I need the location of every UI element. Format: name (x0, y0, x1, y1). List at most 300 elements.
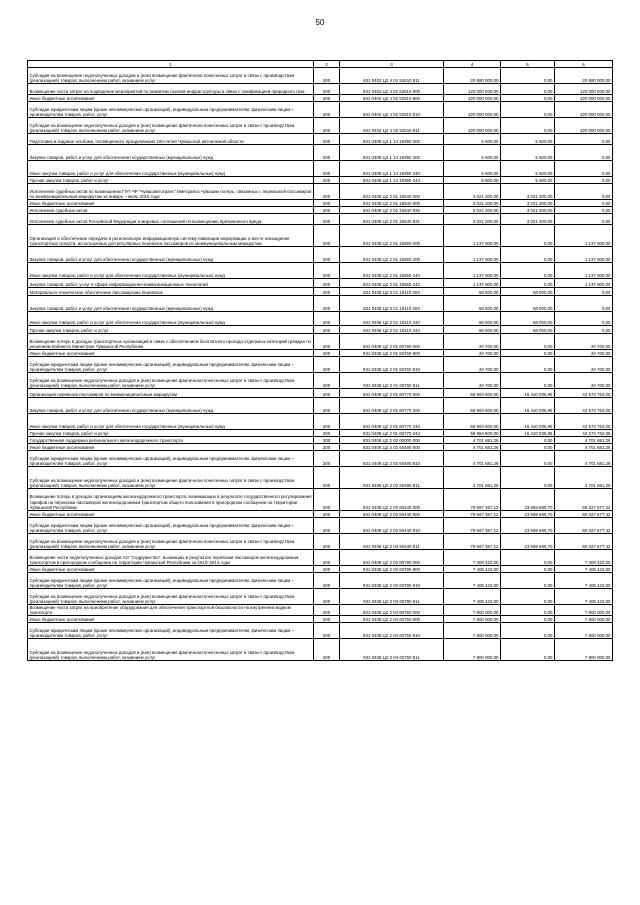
header-cell: 5 (501, 61, 555, 68)
table-row (28, 68, 613, 84)
row-code-cell: 831 0408 Ц2 2 03 60790 811 (340, 589, 444, 605)
row-amount-cell: 68 000,00 (444, 312, 501, 326)
header-cell: 1 (28, 61, 314, 68)
table-row (28, 312, 613, 326)
row-amount-cell: 5 600,00 (444, 161, 501, 177)
row-group-cell: 200 (314, 296, 340, 312)
row-name-cell: Иные бюджетные ассигнования (28, 566, 314, 573)
header-cell: 4 (444, 61, 501, 68)
row-code-cell: 831 0408 Ц2 2 01 60770 244 (340, 430, 444, 437)
row-amount-cell: 79 697 367,12 (444, 518, 501, 534)
table-row (28, 589, 613, 605)
table-row (28, 95, 613, 102)
row-name-cell: Закупка товаров, работ и услуг для обеспечения государственных (муниципальных) нужд (28, 145, 314, 161)
row-code-cell: 831 0408 Ц2 2 01 18110 244 (340, 326, 444, 334)
table-row (28, 263, 613, 279)
row-executed-cell: 0,00 (501, 118, 555, 134)
row-code-cell: 831 0408 Ц2 2 04 60750 000 (340, 605, 444, 616)
row-amount-cell: 4 701 681,26 (444, 444, 501, 451)
row-group-cell: 200 (314, 118, 340, 134)
row-executed-cell: 0,00 (501, 247, 555, 263)
row-remaining-cell: 4 701 681,26 (555, 451, 613, 467)
row-group-cell: 200 (314, 511, 340, 518)
row-code-cell: 831 0408 Ц2 2 04 60750 800 (340, 616, 444, 623)
row-executed-cell: 5 600,00 (501, 134, 555, 145)
row-remaining-cell: 4 701 681,26 (555, 437, 613, 444)
row-amount-cell: 1 137 600,00 (444, 225, 501, 247)
row-remaining-cell: 20 700,00 (555, 373, 613, 389)
row-group-cell: 200 (314, 134, 340, 145)
row-name-cell: Возмещение потерь в доходах организациям железнодорожного транспорта, возникающих в результате государственного регулирования тарифов на перевозки пассажиров железнодорожным транспортом общего пользования в пригородном сообщении на территории Чувашской Республики (28, 489, 314, 511)
row-amount-cell: 5 600,00 (444, 145, 501, 161)
table-row (28, 177, 613, 184)
row-remaining-cell: 120 000 000,00 (555, 118, 613, 134)
row-amount-cell: 5 600,00 (444, 177, 501, 184)
row-code-cell: 831 0408 Ц2 2 03 60440 800 (340, 511, 444, 518)
row-name-cell: Исполнение судебных актов (28, 207, 314, 214)
row-remaining-cell: 120 000 000,00 (555, 95, 613, 102)
table-row (28, 437, 613, 444)
row-remaining-cell: 56 027 677,42 (555, 511, 613, 518)
row-name-cell: Иные бюджетные ассигнования (28, 444, 314, 451)
row-name-cell: Субсидии юридическим лицам (кроме некоммерческих организаций), индивидуальным предпринимателям, физическим лицам – производителям товаров, работ, услуг (28, 518, 314, 534)
row-amount-cell: 1 137 600,00 (444, 263, 501, 279)
table-row (28, 145, 613, 161)
table-row (28, 451, 613, 467)
header-cell: 3 (340, 61, 444, 68)
row-remaining-cell: 0,00 (555, 312, 613, 326)
row-remaining-cell: 1 137 600,00 (555, 247, 613, 263)
table-row (28, 616, 613, 623)
row-group-cell: 200 (314, 288, 340, 296)
row-group-cell: 200 (314, 616, 340, 623)
row-remaining-cell: 42 574 763,05 (555, 398, 613, 414)
row-amount-cell: 3 021 200,00 (444, 214, 501, 225)
row-executed-cell: 0,00 (501, 357, 555, 373)
row-code-cell: 831 0408 Ц2 2 03 60790 800 (340, 566, 444, 573)
row-executed-cell: 23 669 689,70 (501, 511, 555, 518)
row-remaining-cell: 120 000 000,00 (555, 84, 613, 95)
row-group-cell: 200 (314, 279, 340, 288)
row-amount-cell: 7 408 423,00 (444, 573, 501, 589)
row-remaining-cell: 0,00 (555, 200, 613, 207)
row-remaining-cell: 20 680 000,00 (555, 68, 613, 84)
row-code-cell: 831 0408 Ц2 2 01 15540 831 (340, 214, 444, 225)
row-code-cell: 831 0408 Ц2 2 01 60760 811 (340, 373, 444, 389)
row-group-cell: 200 (314, 334, 340, 350)
row-executed-cell: 0,00 (501, 573, 555, 589)
row-name-cell: Закупка товаров, работ, услуг в сфере информационно-коммуникационных технологий (28, 279, 314, 288)
row-code-cell: 831 0408 Ц2 2 01 60760 800 (340, 350, 444, 357)
row-executed-cell: 0,00 (501, 334, 555, 350)
table-row (28, 489, 613, 511)
row-amount-cell: 68 000,00 (444, 296, 501, 312)
row-remaining-cell: 0,00 (555, 161, 613, 177)
row-remaining-cell: 0,00 (555, 214, 613, 225)
row-remaining-cell: 7 408 423,00 (555, 589, 613, 605)
row-executed-cell: 3 021 200,00 (501, 214, 555, 225)
row-group-cell: 200 (314, 350, 340, 357)
row-name-cell: Закупка товаров, работ и услуг для обеспечения государственных (муниципальных) нужд (28, 247, 314, 263)
row-remaining-cell: 7 408 423,00 (555, 566, 613, 573)
row-executed-cell: 0,00 (501, 444, 555, 451)
row-remaining-cell: 4 701 681,26 (555, 444, 613, 451)
row-executed-cell: 16 410 035,95 (501, 430, 555, 437)
row-executed-cell: 0,00 (501, 225, 555, 247)
row-code-cell: 831 0408 Ц2 2 03 60790 000 (340, 550, 444, 566)
row-remaining-cell: 0,00 (555, 134, 613, 145)
row-amount-cell: 20 700,00 (444, 334, 501, 350)
table-row (28, 334, 613, 350)
row-amount-cell: 20 700,00 (444, 373, 501, 389)
row-code-cell: 831 0408 Ц2 2 01 60760 000 (340, 334, 444, 350)
row-code-cell: 831 0408 Ц2 2 03 60440 811 (340, 534, 444, 550)
row-code-cell: 831 0408 Ц2 2 03 60790 810 (340, 573, 444, 589)
row-remaining-cell: 120 000 000,00 (555, 102, 613, 118)
row-code-cell: 831 0408 Ц4 1 14 19390 000 (340, 134, 444, 145)
table-row (28, 247, 613, 263)
row-code-cell: 831 0408 Ц2 2 03 60440 000 (340, 489, 444, 511)
row-name-cell: Субсидии юридическим лицам (кроме некоммерческих организаций), индивидуальным предпринимателям, физическим лицам – производителям товаров, работ, услуг (28, 451, 314, 467)
row-remaining-cell: 7 800 000,00 (555, 605, 613, 616)
row-group-cell: 200 (314, 84, 340, 95)
row-executed-cell: 5 600,00 (501, 177, 555, 184)
row-amount-cell: 4 701 681,26 (444, 451, 501, 467)
row-remaining-cell: 1 137 600,00 (555, 279, 613, 288)
row-name-cell: Подготовка и издание альбома, посвященного празднованию 100-летия Чувашской автономной области (28, 134, 314, 145)
row-executed-cell: 0,00 (501, 467, 555, 489)
row-remaining-cell: 56 027 677,42 (555, 534, 613, 550)
table-row (28, 605, 613, 616)
row-name-cell: Прочая закупка товаров, работ и услуг (28, 177, 314, 184)
row-group-cell: 200 (314, 566, 340, 573)
row-name-cell: Исполнение судебных актов Российской Федерации и мировых соглашений по возмещению причиненного вреда (28, 214, 314, 225)
table-row (28, 279, 613, 288)
row-amount-cell: 7 408 423,00 (444, 566, 501, 573)
row-group-cell: 200 (314, 467, 340, 489)
table-row (28, 134, 613, 145)
row-name-cell: Субсидии юридическим лицам (кроме некоммерческих организаций), индивидуальным предпринимателям, физическим лицам – производителям товаров, работ, услуг (28, 102, 314, 118)
row-group-cell: 200 (314, 444, 340, 451)
row-amount-cell: 79 697 367,12 (444, 534, 501, 550)
row-amount-cell: 3 021 200,00 (444, 207, 501, 214)
row-amount-cell: 68 000,00 (444, 326, 501, 334)
row-name-cell: Субсидии на возмещение недополученных доходов и (или) возмещение фактически понесенных затрат в связи с производством (реализацией) товаров, выполнением работ, оказанием услуг (28, 118, 314, 134)
row-group-cell: 200 (314, 389, 340, 398)
table-row (28, 225, 613, 247)
row-name-cell: Закупка товаров, работ и услуг для обеспечения государственных (муниципальных) нужд (28, 296, 314, 312)
row-amount-cell: 58 984 800,00 (444, 398, 501, 414)
row-executed-cell: 16 410 035,95 (501, 414, 555, 430)
row-name-cell: Иные бюджетные ассигнования (28, 350, 314, 357)
row-code-cell: 831 0408 Ц2 2 01 15540 800 (340, 200, 444, 207)
row-group-cell: 200 (314, 605, 340, 616)
table-row (28, 389, 613, 398)
row-amount-cell: 7 408 423,00 (444, 589, 501, 605)
row-name-cell: Иные закупки товаров, работ и услуг для обеспечения государственных (муниципальных) нужд (28, 312, 314, 326)
row-code-cell: 831 0408 Ц2 2 03 60440 810 (340, 518, 444, 534)
row-executed-cell: 68 000,00 (501, 312, 555, 326)
row-group-cell: 200 (314, 145, 340, 161)
row-executed-cell: 3 021 200,00 (501, 184, 555, 200)
row-code-cell: 831 0402 Ц2 4 01 52610 811 (340, 68, 444, 84)
row-executed-cell: 5 600,00 (501, 161, 555, 177)
row-remaining-cell: 0,00 (555, 288, 613, 296)
row-code-cell: 831 0408 Ц2 2 02 60490 811 (340, 467, 444, 489)
row-amount-cell: 7 800 000,00 (444, 639, 501, 661)
row-group-cell: 200 (314, 534, 340, 550)
row-code-cell: 831 0408 Ц2 2 01 15550 200 (340, 247, 444, 263)
row-remaining-cell: 0,00 (555, 207, 613, 214)
row-name-cell: Возмещение части затрат на подведение мероприятий по развитию газовой инфраструктуры в связи с газификацией природного газа (28, 84, 314, 95)
row-name-cell: Субсидии на возмещение недополученных доходов и (или) возмещение фактически понесенных затрат в связи с производством (реализацией) товаров, выполнением работ, оказанием услуг (28, 534, 314, 550)
row-remaining-cell: 0,00 (555, 184, 613, 200)
row-amount-cell: 79 697 367,12 (444, 489, 501, 511)
table-row (28, 207, 613, 214)
row-name-cell: Субсидии на возмещение недополученных доходов и (или) возмещение фактически понесенных затрат в связи с производством (реализацией) товаров, выполнением работ, оказанием услуг (28, 639, 314, 661)
row-group-cell: 200 (314, 161, 340, 177)
row-group-cell: 200 (314, 398, 340, 414)
row-group-cell: 200 (314, 326, 340, 334)
row-executed-cell: 23 669 689,70 (501, 534, 555, 550)
row-remaining-cell: 4 701 681,26 (555, 467, 613, 489)
row-group-cell: 200 (314, 214, 340, 225)
row-group-cell: 200 (314, 184, 340, 200)
row-amount-cell: 120 000 000,00 (444, 102, 501, 118)
table-row (28, 518, 613, 534)
row-executed-cell: 0,00 (501, 623, 555, 639)
row-remaining-cell: 7 408 423,00 (555, 573, 613, 589)
row-group-cell: 200 (314, 589, 340, 605)
row-name-cell: Исполнение судебных актов по возмещению ГУП ЧР "Чувашавтотранс" Минтранса Чувашии потерь, связанных с перевозкой пассажиров по межмуниципальным маршрутам за январь – июль 2015 года (28, 184, 314, 200)
row-group-cell: 200 (314, 414, 340, 430)
row-remaining-cell: 0,00 (555, 326, 613, 334)
table-row (28, 511, 613, 518)
row-amount-cell: 58 984 800,00 (444, 389, 501, 398)
table-row (28, 200, 613, 207)
row-amount-cell: 20 680 000,00 (444, 68, 501, 84)
row-group-cell: 200 (314, 357, 340, 373)
row-remaining-cell: 0,00 (555, 296, 613, 312)
row-name-cell: Субсидия на возмещение недополученных доходов и (или) возмещение фактически понесенных затрат в связи с производством (реализацией) товаров, выполнением работ, оказанием услуг (28, 68, 314, 84)
row-code-cell: 831 0402 Ц2 4 02 52610 811 (340, 118, 444, 134)
row-name-cell: Закупка товаров, работ и услуг для обеспечения государственных (муниципальных) нужд (28, 398, 314, 414)
row-remaining-cell: 0,00 (555, 177, 613, 184)
row-executed-cell: 0,00 (501, 616, 555, 623)
row-amount-cell: 4 701 681,26 (444, 437, 501, 444)
row-executed-cell: 0,00 (501, 373, 555, 389)
header-cell: 2 (314, 61, 340, 68)
row-name-cell: Субсидии юридическим лицам (кроме некоммерческих организаций), индивидуальным предпринимателям, физическим лицам – производителям товаров, работ, услуг (28, 623, 314, 639)
row-name-cell: Возмещение части затрат на приобретение оборудования для обеспечения транспортной безопасности на внутреннем водном транспорте (28, 605, 314, 616)
row-group-cell: 200 (314, 200, 340, 207)
row-amount-cell: 120 000 000,00 (444, 95, 501, 102)
row-group-cell: 200 (314, 177, 340, 184)
row-group-cell: 200 (314, 489, 340, 511)
row-remaining-cell: 42 574 763,05 (555, 430, 613, 437)
row-remaining-cell: 7 800 000,00 (555, 639, 613, 661)
row-executed-cell: 0,00 (501, 279, 555, 288)
table-row (28, 350, 613, 357)
row-remaining-cell: 7 800 000,00 (555, 623, 613, 639)
row-executed-cell: 0,00 (501, 589, 555, 605)
row-group-cell: 200 (314, 263, 340, 279)
table-row (28, 639, 613, 661)
row-remaining-cell: 20 700,00 (555, 357, 613, 373)
row-amount-cell: 68 000,00 (444, 288, 501, 296)
row-name-cell: Возмещение потерь в доходах транспортных организаций в связи с обеспечением бесплатного проезда отдельных категорий граждан по решениям Кабинета Министров Чувашской Республики (28, 334, 314, 350)
row-code-cell: 831 0408 Ц2 2 01 18110 000 (340, 288, 444, 296)
row-code-cell: 831 0408 Ц2 2 04 60750 810 (340, 623, 444, 639)
row-executed-cell: 68 000,00 (501, 296, 555, 312)
row-group-cell: 200 (314, 451, 340, 467)
row-executed-cell: 0,00 (501, 102, 555, 118)
row-name-cell: Материально-техническое обеспечение пассажирских перевозок (28, 288, 314, 296)
table-row (28, 398, 613, 414)
row-group-cell: 200 (314, 225, 340, 247)
row-code-cell: 831 0408 Ц2 2 04 60750 811 (340, 639, 444, 661)
row-name-cell: Субсидии на возмещение недополученных доходов и (или) возмещение фактически понесенных затрат в связи с производством (реализацией) товаров, выполнением работ, оказанием услуг (28, 373, 314, 389)
row-remaining-cell: 20 700,00 (555, 350, 613, 357)
row-amount-cell: 120 000 000,00 (444, 84, 501, 95)
row-code-cell: 831 0408 Ц2 2 02 60490 810 (340, 451, 444, 467)
row-group-cell: 200 (314, 95, 340, 102)
table-row (28, 326, 613, 334)
row-group-cell: 200 (314, 639, 340, 661)
row-code-cell: 831 0408 Ц2 2 01 18110 200 (340, 296, 444, 312)
table-row (28, 573, 613, 589)
row-remaining-cell: 1 137 600,00 (555, 263, 613, 279)
row-group-cell: 200 (314, 68, 340, 84)
row-code-cell: 831 0408 Ц2 2 01 15550 000 (340, 225, 444, 247)
row-name-cell: Возмещение части недополученных доходов АО "Содружество", возникших в результате перевозки пассажиров железнодорожным транспортом в пригородном сообщении на территории Чувашской Республики за 2013–2014 годы (28, 550, 314, 566)
row-name-cell: Иные бюджетные ассигнования (28, 200, 314, 207)
row-code-cell: 831 0408 Ц4 1 14 19390 240 (340, 161, 444, 177)
row-executed-cell: 5 600,00 (501, 145, 555, 161)
row-name-cell: Организация перевозок пассажиров по межмуниципальным маршрутам (28, 389, 314, 398)
row-executed-cell: 23 669 689,70 (501, 489, 555, 511)
row-executed-cell: 0,00 (501, 451, 555, 467)
table-body (28, 68, 613, 661)
table-row (28, 161, 613, 177)
row-code-cell: 831 0408 Ц2 2 01 15550 242 (340, 279, 444, 288)
row-executed-cell: 0,00 (501, 605, 555, 616)
row-amount-cell: 1 137 600,00 (444, 247, 501, 263)
row-code-cell: 831 0408 Ц4 1 14 19390 244 (340, 177, 444, 184)
row-executed-cell: 0,00 (501, 639, 555, 661)
row-code-cell: 831 0402 Ц2 4 02 52610 810 (340, 102, 444, 118)
row-code-cell: 831 0408 Ц2 2 01 15550 240 (340, 263, 444, 279)
row-code-cell: 831 0408 Ц2 2 01 18110 240 (340, 312, 444, 326)
table-row (28, 550, 613, 566)
table-row (28, 288, 613, 296)
header-cell: 6 (555, 61, 613, 68)
row-name-cell: Прочая закупка товаров, работ и услуг (28, 326, 314, 334)
row-name-cell: Организация и обеспечение передачи в региональную информационную систему навигации информации о месте нахождения транспортных средств, используемых для регулярных перевозок пассажиров по межмуниципальным маршрутам (28, 225, 314, 247)
table-row (28, 102, 613, 118)
row-remaining-cell: 56 027 677,42 (555, 518, 613, 534)
row-code-cell: 831 0408 Ц2 2 01 60770 000 (340, 389, 444, 398)
row-amount-cell: 3 021 200,00 (444, 200, 501, 207)
row-executed-cell: 23 669 689,70 (501, 518, 555, 534)
row-amount-cell: 79 697 367,12 (444, 511, 501, 518)
row-code-cell: 831 0408 Ц2 2 01 15540 830 (340, 207, 444, 214)
row-executed-cell: 0,00 (501, 550, 555, 566)
row-remaining-cell: 0,00 (555, 145, 613, 161)
row-group-cell: 200 (314, 312, 340, 326)
row-remaining-cell: 20 700,00 (555, 334, 613, 350)
row-name-cell: Иные закупки товаров, работ и услуг для обеспечения государственных (муниципальных) нужд (28, 414, 314, 430)
row-name-cell: Прочая закупка товаров, работ и услуг (28, 430, 314, 437)
row-group-cell: 200 (314, 623, 340, 639)
table-row (28, 414, 613, 430)
row-group-cell: 200 (314, 207, 340, 214)
row-group-cell: 200 (314, 518, 340, 534)
row-amount-cell: 7 800 000,00 (444, 623, 501, 639)
row-group-cell: 200 (314, 247, 340, 263)
row-remaining-cell: 1 137 600,00 (555, 225, 613, 247)
row-name-cell: Иные бюджетные ассигнования (28, 95, 314, 102)
row-amount-cell: 4 701 681,26 (444, 467, 501, 489)
row-name-cell: Иные закупки товаров, работ и услуг для обеспечения государственных (муниципальных) нужд (28, 263, 314, 279)
row-code-cell: 831 0408 Ц2 2 01 60760 810 (340, 357, 444, 373)
row-executed-cell: 68 000,00 (501, 326, 555, 334)
row-name-cell: Иные бюджетные ассигнования (28, 616, 314, 623)
row-remaining-cell: 7 800 000,00 (555, 616, 613, 623)
row-amount-cell: 20 700,00 (444, 350, 501, 357)
table-row (28, 184, 613, 200)
row-group-cell: 200 (314, 373, 340, 389)
row-executed-cell: 0,00 (501, 68, 555, 84)
table-row (28, 357, 613, 373)
row-group-cell: 200 (314, 437, 340, 444)
budget-table (27, 60, 613, 661)
table-row (28, 444, 613, 451)
table-row (28, 467, 613, 489)
row-executed-cell: 68 000,00 (501, 288, 555, 296)
row-code-cell: 831 0402 Ц2 4 02 52610 800 (340, 95, 444, 102)
row-executed-cell: 0,00 (501, 566, 555, 573)
row-name-cell: Государственная поддержка регионального железнодорожного транспорта (28, 437, 314, 444)
row-executed-cell: 0,00 (501, 263, 555, 279)
row-name-cell: Субсидии юридическим лицам (кроме некоммерческих организаций), индивидуальным предпринимателям, физическим лицам – производителям товаров, работ, услуг (28, 357, 314, 373)
table-row (28, 373, 613, 389)
row-remaining-cell: 42 574 763,05 (555, 414, 613, 430)
row-executed-cell: 0,00 (501, 95, 555, 102)
row-code-cell: 831 0408 Ц2 2 02 60490 800 (340, 444, 444, 451)
row-amount-cell: 3 021 200,00 (444, 184, 501, 200)
row-executed-cell: 3 021 200,00 (501, 200, 555, 207)
row-group-cell: 200 (314, 550, 340, 566)
row-code-cell: 831 0408 Ц2 2 02 00000 000 (340, 437, 444, 444)
row-code-cell: 831 0408 Ц2 2 01 60770 200 (340, 398, 444, 414)
row-amount-cell: 7 800 000,00 (444, 616, 501, 623)
row-group-cell: 200 (314, 102, 340, 118)
row-amount-cell: 120 000 000,00 (444, 118, 501, 134)
table-header-row (28, 61, 613, 68)
row-name-cell: Субсидии юридическим лицам (кроме некоммерческих организаций), индивидуальным предпринимателям, физическим лицам – производителям товаров, работ, услуг (28, 573, 314, 589)
row-executed-cell: 3 021 200,00 (501, 207, 555, 214)
row-executed-cell: 0,00 (501, 84, 555, 95)
row-name-cell: Субсидии на возмещение недополученных доходов и (или) возмещение фактически понесенных затрат в связи с производством (реализацией) товаров, выполнением работ, оказанием услуг (28, 589, 314, 605)
row-remaining-cell: 56 027 677,42 (555, 489, 613, 511)
row-code-cell: 831 0408 Ц2 2 01 60770 240 (340, 414, 444, 430)
row-amount-cell: 20 700,00 (444, 357, 501, 373)
row-name-cell: Иные бюджетные ассигнования (28, 511, 314, 518)
row-code-cell: 831 0402 Ц2 4 02 52610 000 (340, 84, 444, 95)
table-row (28, 623, 613, 639)
row-amount-cell: 1 137 600,00 (444, 279, 501, 288)
